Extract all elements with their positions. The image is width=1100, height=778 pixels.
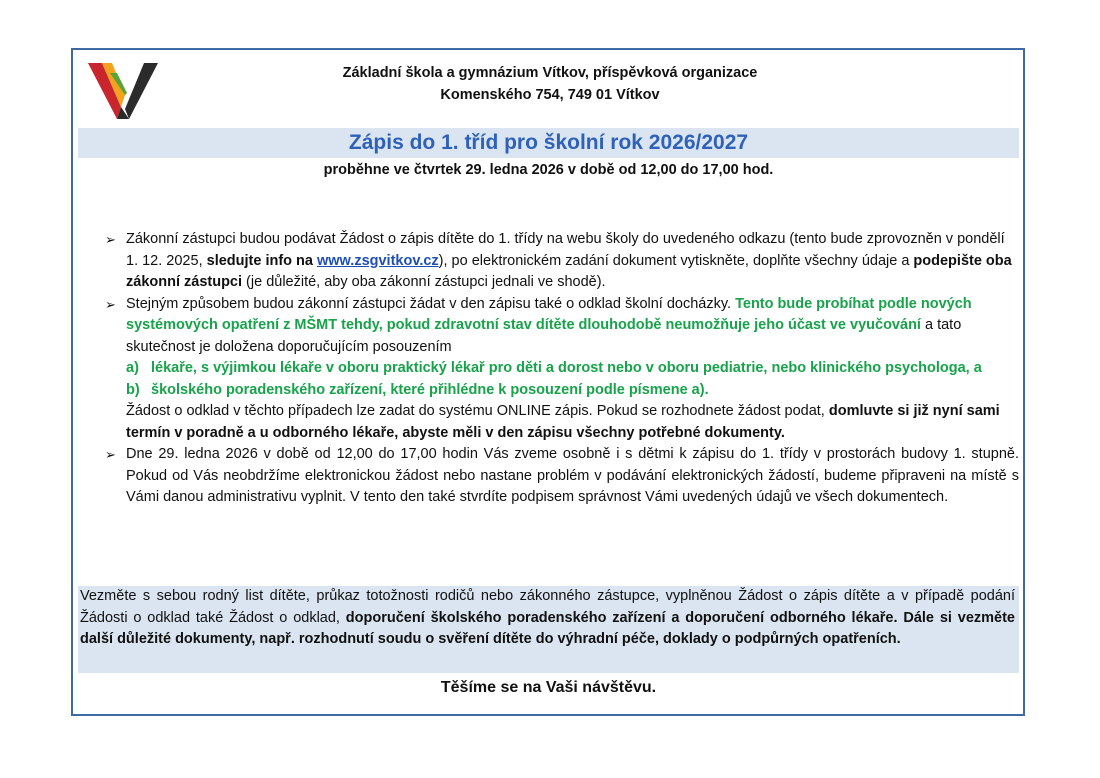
list-item: ➢ Zákonní zástupci budou podávat Žádost o zápis dítěte do 1. třídy na webu školy do uvedeného odkazu (tento bude zprovozněn v pondělí 1. 12. 2025, sledujte info na www.zsgvitkov.cz), po elektronickém zadání dokument vytiskněte, doplňte všechny údaje a podepište oba zákonní zástupci (je důležité, aby oba zákonní zástupci jednali ve shodě). (105, 231, 1012, 290)
paragraph: Žádost o odklad v těchto případech lze zadat do systému ONLINE zápis. Pokud se rozhodnete žádost podat, domluvte si již nyní sami termín v poradně a u odborného lékaře, abyste měli v den zápisu všechny potřebné dokumenty. (126, 403, 1000, 441)
arrow-bullet-icon: ➢ (105, 232, 116, 247)
subtitle: proběhne ve čtvrtek 29. ledna 2026 v době od 12,00 do 17,00 hod. (323, 162, 774, 178)
arrow-bullet-icon: ➢ (105, 447, 116, 462)
notice-band (78, 586, 1019, 673)
school-address: Komenského 754, 749 01 Vítkov (440, 87, 660, 103)
arrow-bullet-icon: ➢ (105, 296, 116, 312)
school-logo (88, 63, 158, 119)
list-item: ➢ Dne 29. ledna 2026 v době od 12,00 do 17,00 hodin Vás zveme osobně i s dětmi k zápisu do 1. třídy v prostorách budovy 1. stupně. Pokud od Vás neobdržíme elektronickou žádost nebo nastane problém v podávání elektronických žádostí, budeme připraveni na místě s Vámi danou administrativu vyplnit. V tento den také stvrdíte podpisem správnost Vámi uvedených údajů ve všech dokumentech. (105, 446, 1019, 505)
list-subitem: b) školského poradenského zařízení, které přihlédne k posouzení podle písmene a). (126, 381, 709, 398)
title-band (78, 128, 1019, 158)
school-header (180, 62, 920, 106)
school-name: Základní škola a gymnázium Vítkov, příspěvková organizace (342, 65, 758, 81)
school-website-link[interactable]: www.zsgvitkov.cz (317, 252, 439, 269)
page-title: Zápis do 1. tříd pro školní rok 2026/2027 (348, 131, 749, 154)
main-content (105, 229, 1019, 509)
list-item: ➢ Stejným způsobem budou zákonní zástupci žádat v den zápisu také o odklad školní docházky. Tento bude probíhat podle nových systémových opatření z MŠMT tehdy, pokud zdravotní stav dítěte dlouhodobě neumožňuje jeho účast ve vyučování a tato skutečnost je doložena doporučujícím posouzením (105, 295, 972, 355)
list-subitem: a) lékaře, s výjimkou lékaře v oboru praktický lékař pro děti a dorost nebo v oboru pediatrie, nebo klinického psychologa, a (126, 360, 982, 376)
notice-text: Vezměte s sebou rodný list dítěte, průkaz totožnosti rodičů nebo zákonného zástupce, vyplněnou Žádost o zápis dítěte a v případě podání Žádosti o odklad také Žádost o odklad, doporučení školského poradenského zařízení a doporučení odborného lékaře. Dále si vezměte další důležité dokumenty, např. rozhodnutí soudu o svěření dítěte do výhradní péče, doklady o podpůrných opatřeních. (80, 588, 1015, 647)
closing-line: Těšíme se na Vaši návštěvu. (440, 679, 657, 696)
